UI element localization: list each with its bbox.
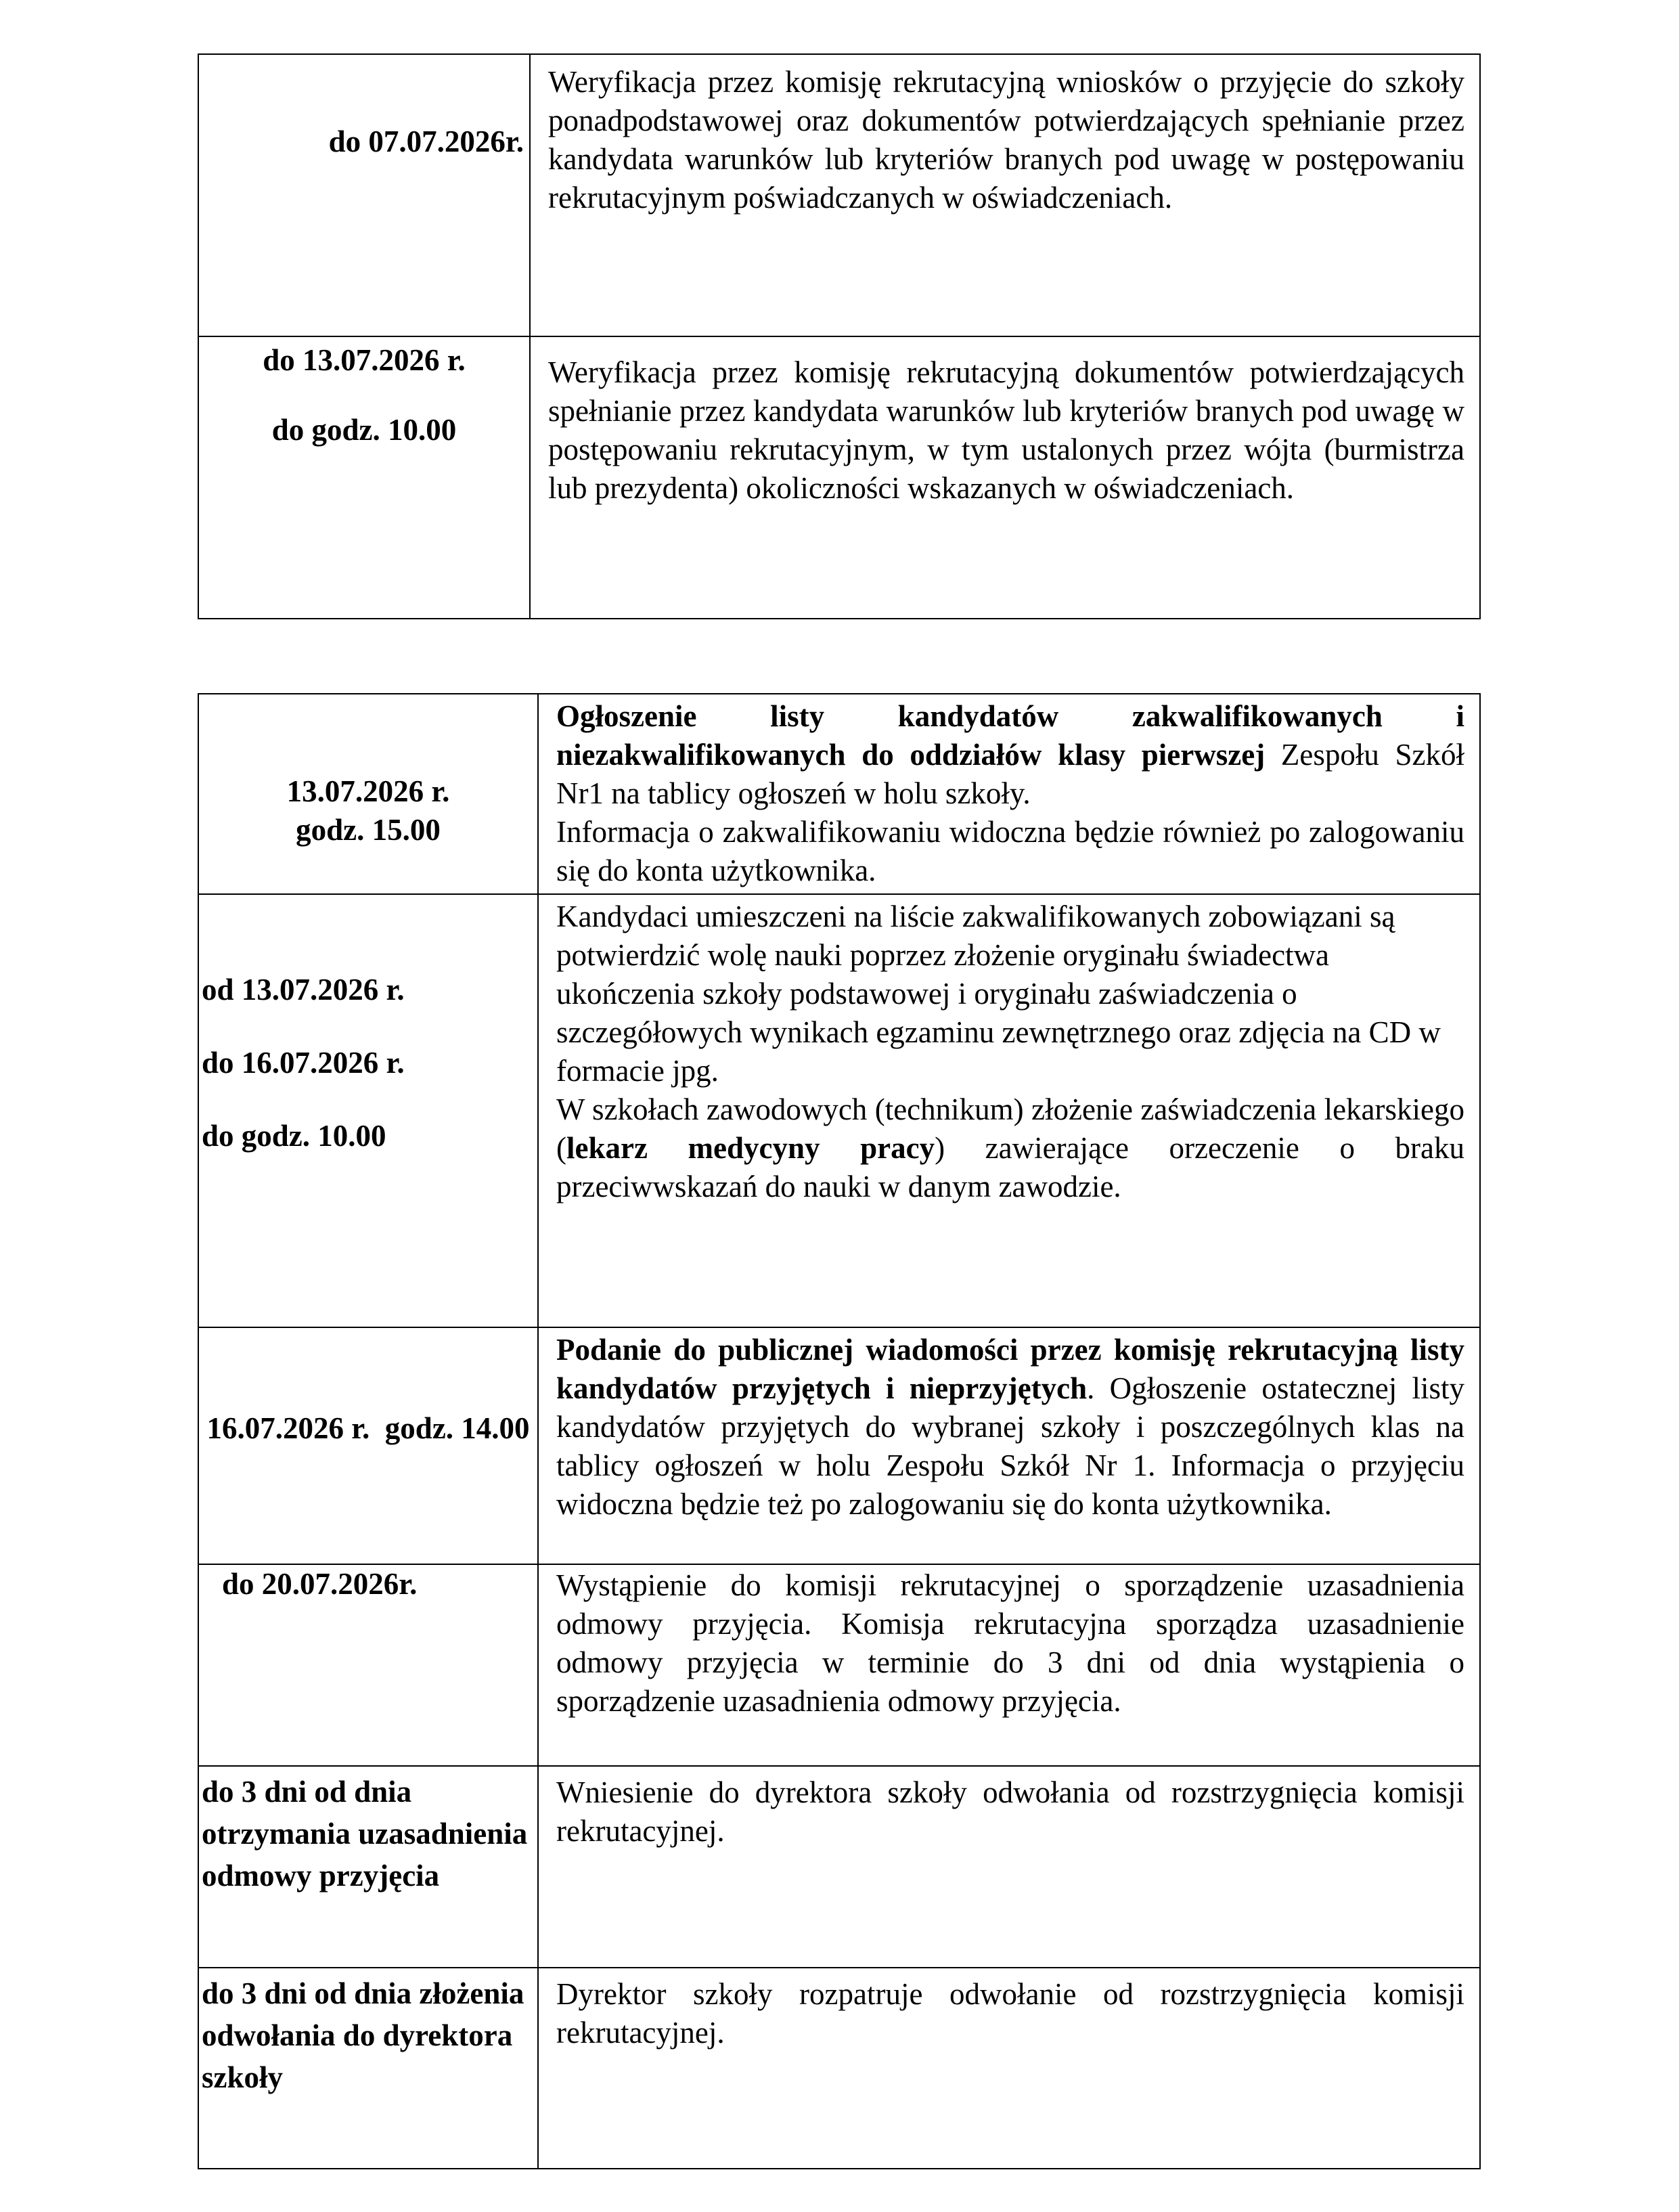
description-cell: Dyrektor szkoły rozpatruje odwołanie od rozstrzygnięcia komisji rekrutacyjnej.: [538, 1968, 1480, 2169]
date-cell: do 13.07.2026 r. do godz. 10.00: [198, 336, 530, 619]
date-cell: do 07.07.2026r.: [198, 54, 530, 336]
table-row: [198, 694, 1480, 894]
table-row: [198, 336, 1480, 619]
description-cell: Wystąpienie do komisji rekrutacyjnej o sporządzenie uzasadnienia odmowy przyjęcia. Komisja rekrutacyjna sporządza uzasadnienie odmowy przyjęcia w terminie do 3 dni od dnia wystąpienia o sporządzenie uzasadnienia odmowy przyjęcia.: [538, 1564, 1480, 1766]
description-cell: Weryfikacja przez komisję rekrutacyjną dokumentów potwierdzających spełnianie przez kandydata warunków lub kryteriów branych pod uwagę w postępowaniu rekrutacyjnym, w tym ustalonych przez wójta (burmistrza lub prezydenta) okoliczności wskazanych w oświadczeniach.: [530, 336, 1480, 619]
date-cell: od 13.07.2026 r. do 16.07.2026 r. do godz. 10.00: [198, 894, 538, 1327]
table-row: [198, 1564, 1480, 1766]
date-cell: do 20.07.2026r.: [198, 1564, 538, 1766]
table-row: [198, 54, 1480, 336]
table-row: [198, 1327, 1480, 1564]
description-cell: Ogłoszenie listy kandydatów zakwalifikowanych i niezakwalifikowanych do oddziałów klasy pierwszej Zespołu Szkół Nr1 na tablicy ogłoszeń w holu szkoły. Informacja o zakwalifikowaniu widoczna będzie również po zalogowaniu się do konta użytkownika.: [538, 694, 1480, 894]
date-cell: 13.07.2026 r. godz. 15.00: [198, 694, 538, 894]
date-cell: do 3 dni od dnia otrzymania uzasadnienia odmowy przyjęcia: [198, 1766, 538, 1968]
description-cell: Weryfikacja przez komisję rekrutacyjną wniosków o przyjęcie do szkoły ponadpodstawowej oraz dokumentów potwierdzających spełnianie przez kandydata warunków lub kryteriów branych pod uwagę w postępowaniu rekrutacyjnym poświadczanych w oświadczeniach.: [530, 54, 1480, 336]
table-row: [198, 1766, 1480, 1968]
schedule-table-1: [198, 53, 1481, 619]
table-row: [198, 1968, 1480, 2169]
description-cell: Podanie do publicznej wiadomości przez komisję rekrutacyjną listy kandydatów przyjętych i nieprzyjętych. Ogłoszenie ostatecznej listy kandydatów przyjętych do wybranej szkoły i poszczególnych klas na tablicy ogłoszeń w holu Zespołu Szkół Nr 1. Informacja o przyjęciu widoczna będzie też po zalogowaniu się do konta użytkownika.: [538, 1327, 1480, 1564]
table-row: [198, 894, 1480, 1327]
description-cell: Kandydaci umieszczeni na liście zakwalifikowanych zobowiązani są potwierdzić wolę nauki poprzez złożenie oryginału świadectwa ukończenia szkoły podstawowej i oryginału zaświadczenia o szczegółowych wynikach egzaminu zewnętrznego oraz zdjęcia na CD w formacie jpg. W szkołach zawodowych (technikum) złożenie zaświadczenia lekarskiego (lekarz medycyny pracy) zawierające orzeczenie o braku przeciwwskazań do nauki w danym zawodzie.: [538, 894, 1480, 1327]
date-cell: 16.07.2026 r. godz. 14.00: [198, 1327, 538, 1564]
description-cell: Wniesienie do dyrektora szkoły odwołania od rozstrzygnięcia komisji rekrutacyjnej.: [538, 1766, 1480, 1968]
schedule-table-2: [198, 693, 1481, 2169]
date-cell: do 3 dni od dnia złożenia odwołania do dyrektora szkoły: [198, 1968, 538, 2169]
